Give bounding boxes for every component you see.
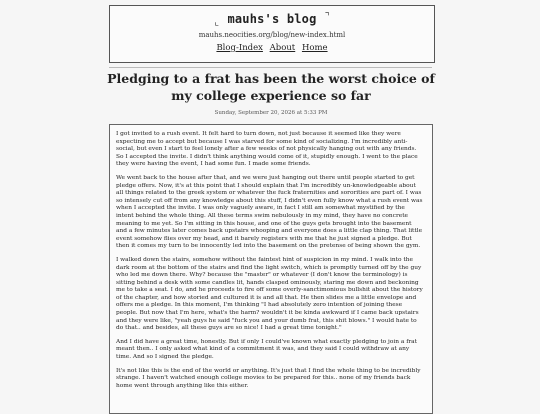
post-paragraph: It's not like this is the end of the world or anything. It's just that I find the whole thing to be incredibly strange. I haven't watched enough college movies to be prepared for this.. none of my friends back home went through anything like this either. bbox=[116, 367, 421, 389]
blog-title-text: mauhs's blog bbox=[227, 12, 317, 26]
nav-link-about[interactable]: About bbox=[269, 43, 296, 53]
blog-url: mauhs.neocities.org/blog/new-index.html bbox=[198, 31, 346, 39]
nav-link-blog-index[interactable]: Blog-Index bbox=[216, 43, 263, 53]
corner-bracket-right-icon: ⌝ bbox=[323, 11, 331, 22]
nav-links bbox=[110, 43, 434, 53]
post-title: Pledging to a frat has been the worst choice of my college experience so far bbox=[107, 71, 435, 103]
blog-header bbox=[109, 5, 435, 63]
post-content[interactable] bbox=[109, 124, 433, 414]
post-paragraph: We went back to the house after that, and we were just hanging out there until people started to get pledge offers. Now, it's at this point that I should explain that I'm incredibly un-knowledgeable about all things related to the greek system or whatever the fuck fraternities and sororities are part of. I was so intensely cut off from any knowledge about this stuff, I didn't even fully know what a rush event was when I accepted the invite. I was only vaguely aware, in fact I still am somewhat mystified by the intent behind the whole thing. All these terms swim nebulously in my mind, they have no concrete meaning to me yet. So I'm sitting in this house, and one of the guys gets brought into the basement and a few minutes later comes back upstairs whooping and everyone does a little clap thing. That little event somehow flies over my head, and it barely registers with me that he just signed a pledge. But then it comes my turn to be innocently led into the basement on the pretense of being shown the gym. bbox=[116, 174, 423, 250]
post-date: Sunday, September 20, 2026 at 5:33 PM bbox=[214, 110, 328, 116]
nav-link-home[interactable]: Home bbox=[301, 43, 328, 53]
post-paragraph: I got invited to a rush event. It felt hard to turn down, not just because it seemed like they were expecting me to accept but because I was starved for some kind of socializing. I'm incredibly anti-social, but even I start to feel lonely after a few weeks of not physically hanging out with any friends. So I accepted the invite. I didn't think anything would come of it, stupidly enough. I went to the place they were having the event, I had some fun. I made some friends. bbox=[116, 131, 418, 168]
post-paragraph: And I did have a great time, honestly. But if only I could've known what exactly pledging to join a frat meant then.. I only asked what kind of a commitment it was, and they said I could withdraw at any time. And so I signed the pledge. bbox=[116, 338, 417, 361]
blog-title bbox=[110, 12, 434, 26]
header-divider bbox=[109, 67, 432, 68]
corner-bracket-left-icon: ⌞ bbox=[213, 17, 220, 28]
post-paragraph: I walked down the stairs, somehow without the faintest hint of suspicion in my mind. I walk into the dark room at the bottom of the stairs and find the light switch, which is promptly turned off by the guy who led me down there. Why? because the "master" or whatever (I don't know the terminology) is sitting behind a desk with some candles lit, hands clasped ominously, staring me down and beckoning me to take a seat. I do, and he proceeds to fire off some overly-sanctimonious bullshit about the history of the chapter, and how storied and cultured it is and all that. He then slides me a little envelope and offers me a pledge. In this moment, I'm thinking "I had absolutely zero intention of joining these people. But now that I'm here, what's the harm? wouldn't it be kinda awkward if I came back upstairs and they were like, "yeah guys he said "fuck you and your dumb frat, this shit blows." I would hate to do that.. and besides, all these guys are so nice! I had a great time tonight." bbox=[116, 256, 423, 332]
